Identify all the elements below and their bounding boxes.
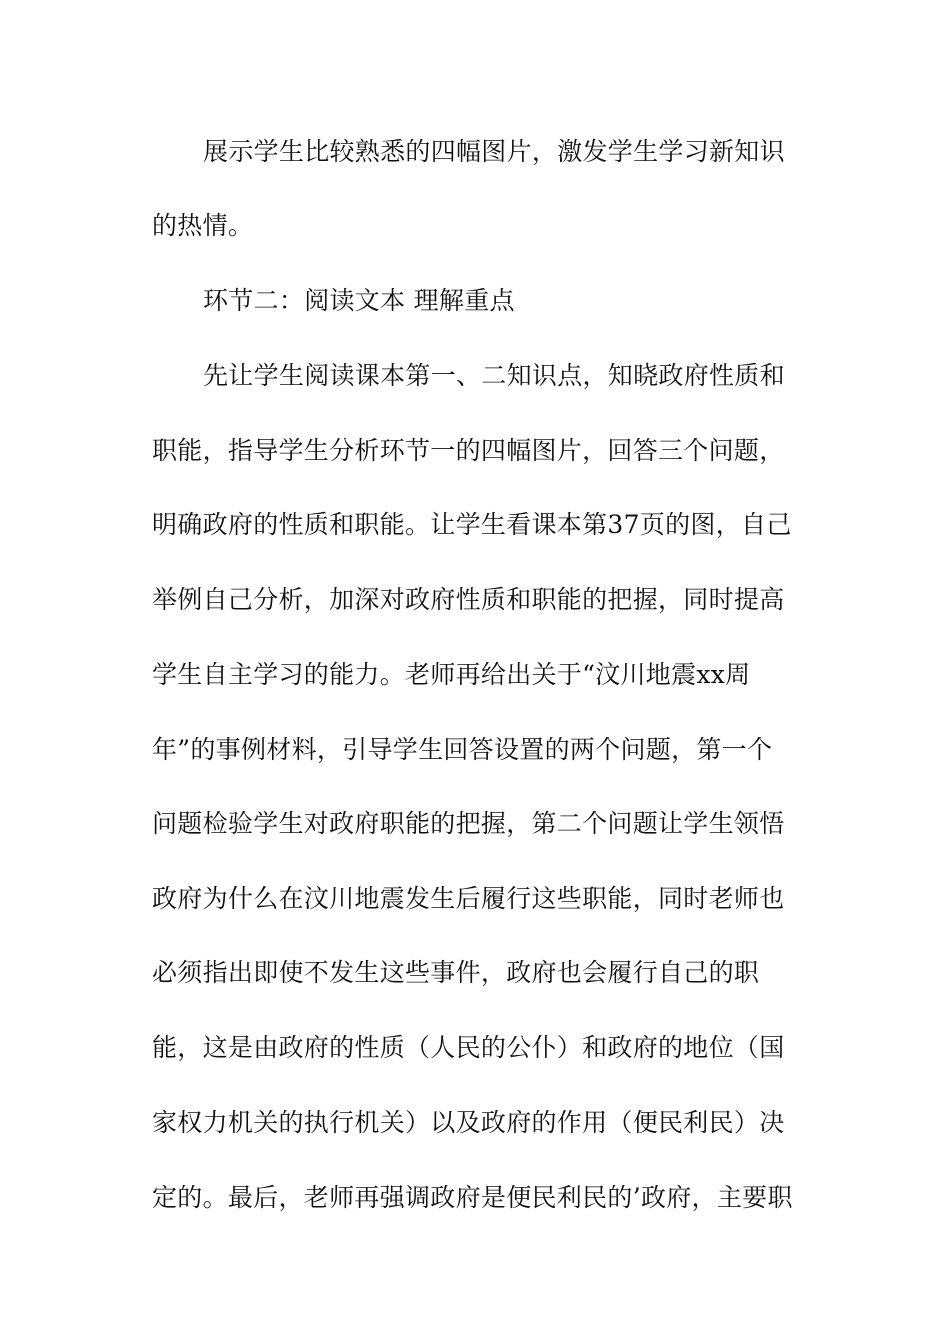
text-line-10: 问题检验学生对政府职能的把握，第二个问题让学生领悟 <box>152 809 785 838</box>
text-line-12: 必须指出即使不发生这些事件，政府也会履行自己的职 <box>152 958 760 987</box>
text-line-13: 能，这是由政府的性质（人民的公仆）和政府的地位（国 <box>152 1033 785 1062</box>
text-line-2: 的热情。 <box>152 211 254 240</box>
text-line-8: 学生自主学习的能力。老师再给出关于“汶川地震xx周 <box>152 660 751 689</box>
text-line-4: 先让学生阅读课本第一、二知识点，知晓政府性质和 <box>203 361 785 390</box>
section-heading: 环节二：阅读文本 理解重点 <box>203 286 515 315</box>
text-line-7: 举例自己分析，加深对政府性质和职能的把握，同时提高 <box>152 585 785 614</box>
text-line-14: 家权力机关的执行机关）以及政府的作用（便民利民）决 <box>152 1108 785 1137</box>
text-line-11: 政府为什么在汶川地震发生后履行这些职能，同时老师也 <box>152 884 785 913</box>
text-line-9: 年”的事例材料，引导学生回答设置的两个问题，第一个 <box>152 735 773 764</box>
text-line-15: 定的。最后，老师再强调政府是便民利民的’政府，主要职 <box>152 1183 793 1212</box>
text-line-6: 明确政府的性质和职能。让学生看课本第37页的图，自己 <box>152 510 792 539</box>
text-line-5: 职能，指导学生分析环节一的四幅图片，回答三个问题， <box>152 436 785 465</box>
text-line-1: 展示学生比较熟悉的四幅图片，激发学生学习新知识 <box>203 137 785 166</box>
